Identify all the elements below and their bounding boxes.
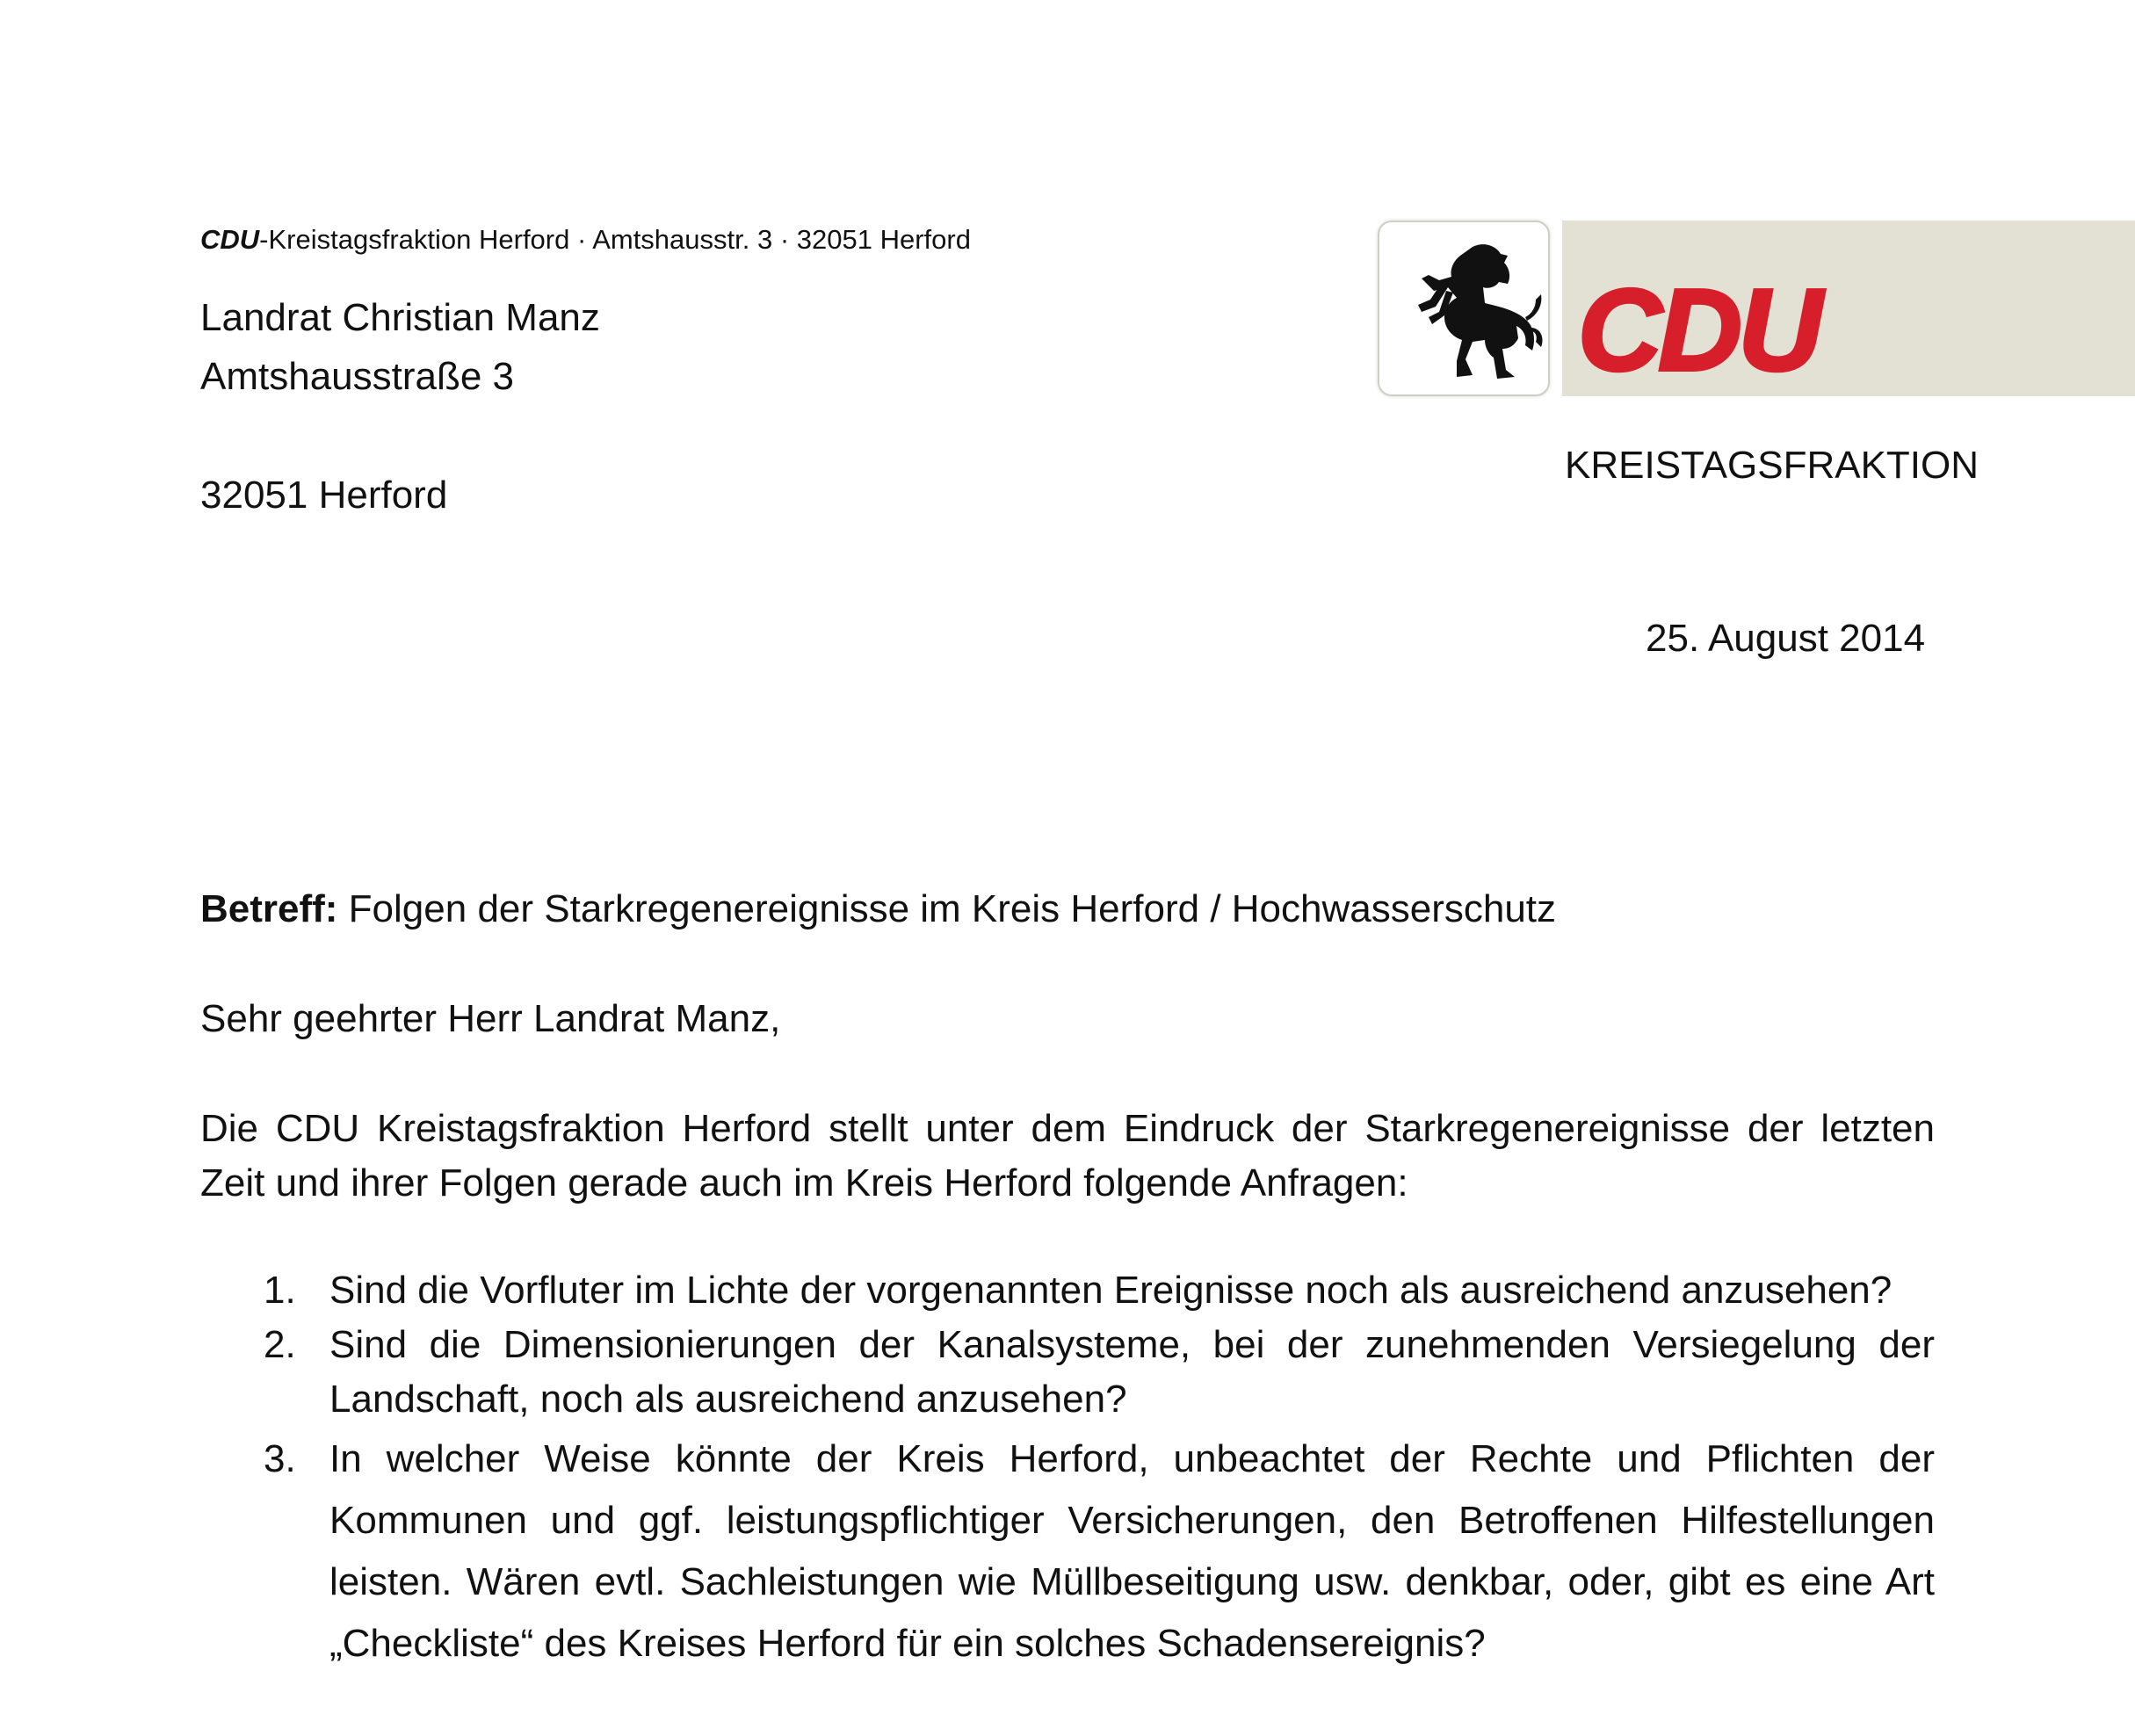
subject-text: Folgen der Starkregenereignisse im Kreis Herford / Hochwasserschutz (337, 887, 1557, 930)
sender-brand: CDU (200, 224, 260, 255)
fraktion-label: KREISTAGSFRAKTION (1565, 444, 1979, 487)
list-item (200, 1318, 1935, 1427)
list-item-text: In welcher Weise könnte der Kreis Herford, unbeachtet der Rechte und Pflichten der Kommunen und ggf. leistungspflichtiger Versicherungen, den Betroffenen Hilfestellungen leisten. Wären evtl. Sachleistungen wie Müllbeseitigung usw. denkbar, oder, gibt es eine Art „Checkliste“ des Kreises Herford für ein solches Schadensereignis? (329, 1437, 1935, 1665)
list-item-number: 2. (264, 1323, 296, 1366)
subject-label: Betreff: (200, 887, 338, 930)
recipient-city: 32051 Herford (200, 474, 448, 517)
sender-line (200, 222, 971, 257)
sender-address: -Kreistagsfraktion Herford · Amtshausstr. 3 · 32051 Herford (259, 224, 971, 255)
cdu-wordmark (1578, 282, 1929, 387)
cdu-wordmark-text: CDU (1578, 282, 1819, 387)
recipient-street: Amtshausstraße 3 (200, 355, 515, 398)
list-item (200, 1429, 1935, 1675)
subject-line (200, 885, 1556, 934)
letter-date: 25. August 2014 (1646, 617, 1926, 660)
questions-list (200, 1263, 1935, 1675)
cdu-logo (1378, 221, 2135, 396)
list-item-text: Sind die Dimensionierungen der Kanalsysteme, bei der zunehmenden Versiegelung der Landschaft, noch als ausreichend anzusehen? (329, 1323, 1935, 1421)
intro-paragraph: Die CDU Kreistagsfraktion Herford stellt unter dem Eindruck der Starkregenereignisse der letzten Zeit und ihrer Folgen gerade auch im Kreis Herford folgende Anfragen: (200, 1107, 1935, 1204)
salutation: Sehr geehrter Herr Landrat Manz, (200, 997, 781, 1040)
list-item-text: Sind die Vorfluter im Lichte der vorgenannten Ereignisse noch als ausreichend anzusehen? (329, 1269, 1893, 1312)
westphalian-horse-icon (1378, 221, 1550, 396)
list-item-number: 1. (264, 1269, 296, 1312)
list-item (200, 1263, 1935, 1318)
recipient-name: Landrat Christian Manz (200, 296, 600, 339)
list-item-number: 3. (264, 1437, 296, 1480)
